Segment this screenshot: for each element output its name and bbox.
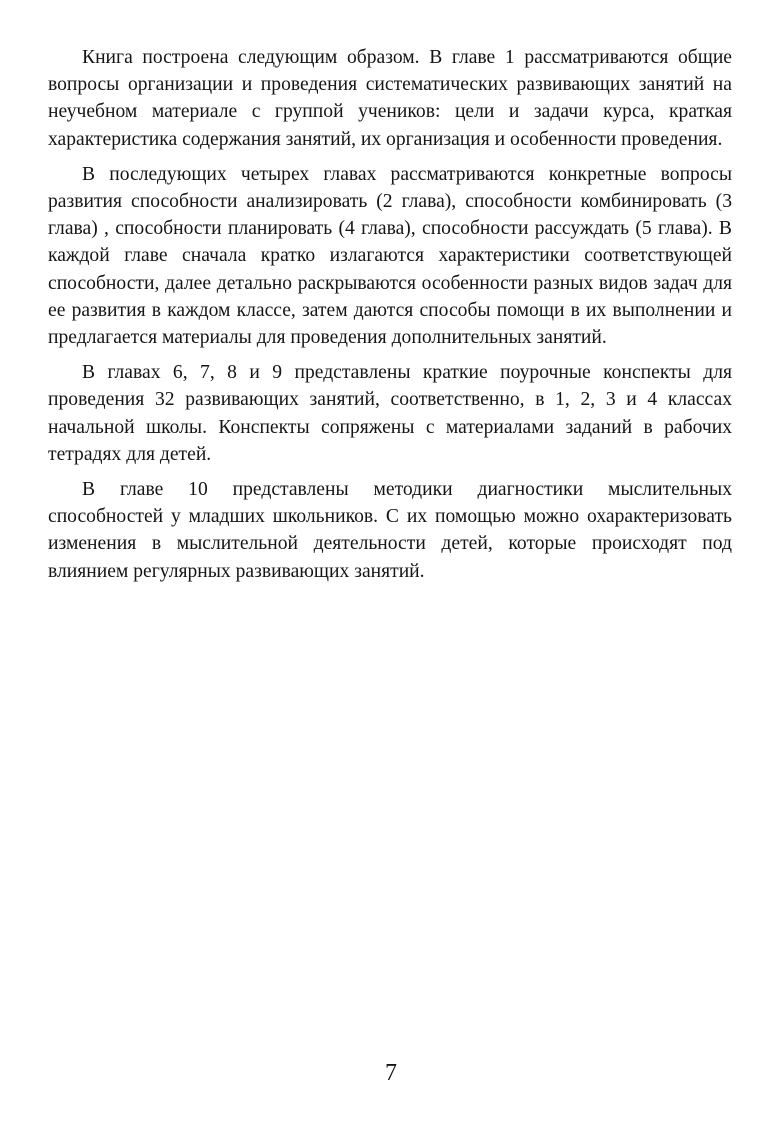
page-number: 7 bbox=[385, 1060, 397, 1086]
paragraph-chapters-6-9: В главах 6, 7, 8 и 9 представлены краткие поурочные конспекты для проведения 32 развивающих занятий, соответственно, в 1, 2, 3 и 4 классах начальной школы. Конспекты сопряжены с материалами заданий в рабочих тетрадях для детей. bbox=[48, 362, 732, 465]
body-text bbox=[48, 44, 732, 593]
paragraph-chapters-2-5: В последующих четырех главах рассматриваются конкретные вопросы развития способности анализировать (2 глава), способности комбинировать (3 глава) , способности планировать (4 глава), способности рассуждать (5 глава). В каждой главе сначала кратко излагаются характеристики соответствующей способности, далее детально раскрываются особенности разных видов задач для ее развития в каждом классе, затем даются способы помощи в их выполнении и предлагается материалы для проведения дополнительных занятий. bbox=[48, 163, 732, 349]
paragraph-chapter-10: В главе 10 представлены методики диагностики мыслительных способностей у младших школьников. С их помощью можно охарактеризовать изменения в мыслительной деятельности детей, которые происходят под влиянием регулярных развивающих занятий. bbox=[48, 479, 732, 582]
paragraph-book-structure: Книга построена следующим образом. В главе 1 рассматриваются общие вопросы организации и проведения систематических развивающих занятий на неучебном материале с группой учеников: цели и задачи курса, краткая характеристика содержания занятий, их организация и особенности проведения. bbox=[48, 47, 732, 150]
